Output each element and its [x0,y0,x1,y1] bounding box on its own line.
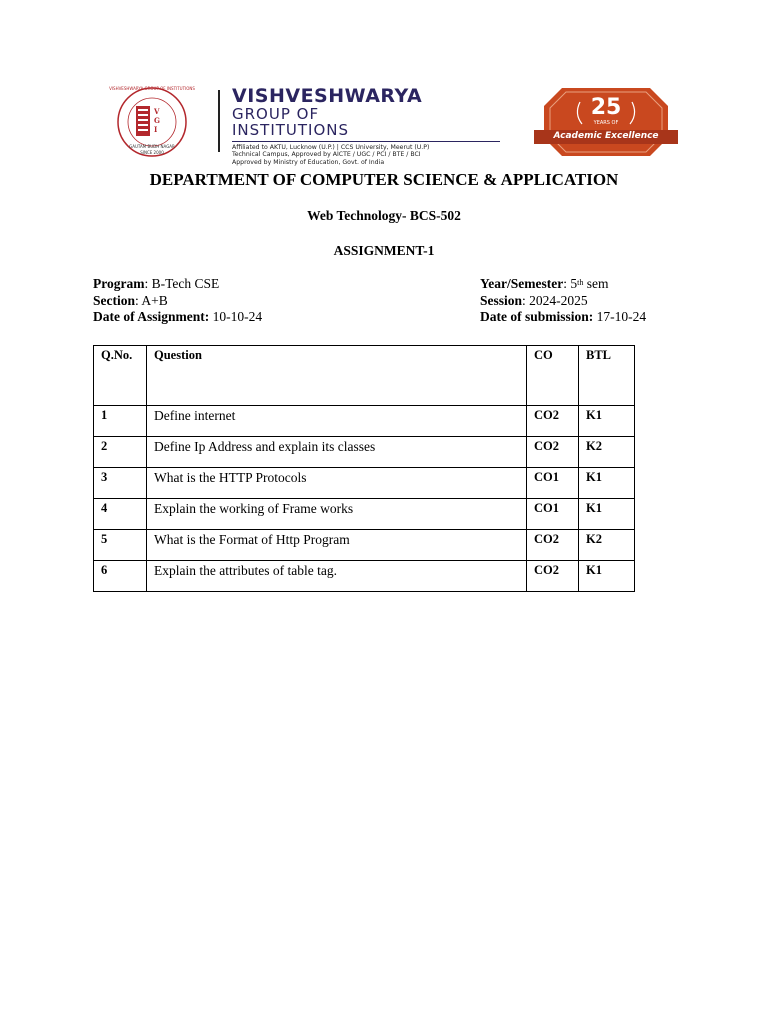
doa-value: 10-10-24 [209,309,263,324]
table-row [94,468,635,499]
row-btl: K1 [586,501,602,515]
section-line [93,293,262,310]
affiliation-line-3: Approved by Ministry of Education, Govt. of India [232,158,385,166]
meta-right [480,276,646,326]
meta-left [93,276,262,326]
dos-value: 17-10-24 [593,309,647,324]
program-line [93,276,262,293]
row-question: Define internet [154,408,236,423]
row-question: Explain the working of Frame works [154,501,354,516]
session-line [480,293,646,310]
institution-seal-logo [92,86,212,158]
row-qno: 3 [101,470,108,484]
row-co: CO2 [534,532,559,546]
table-header-row [94,346,635,406]
institution-name: VISHVESHWARYA [232,85,423,107]
row-question: What is the HTTP Protocols [154,470,307,485]
svg-text:V: V [154,107,160,116]
institution-brand [232,86,512,166]
table-row [94,437,635,468]
badge-text: Academic Excellence [553,131,659,141]
row-btl: K1 [586,563,602,577]
table-row [94,406,635,437]
affiliation-line-2: Technical Campus, Approved by AICTE / UGC / PCI / BTE / BCI [232,151,421,159]
svg-text:I: I [154,125,158,134]
year-value: : 5 [563,276,578,291]
dos-line [480,309,646,326]
program-label: Program [93,276,145,291]
row-question: What is the Format of Http Program [154,532,350,547]
row-qno: 6 [101,563,108,577]
row-qno: 5 [101,532,108,546]
assignment-title: ASSIGNMENT-1 [333,243,435,258]
row-btl: K2 [586,532,602,546]
badge-number: 25 [590,95,622,120]
row-question: Define Ip Address and explain its classes [154,439,376,454]
row-qno: 2 [101,439,108,453]
table-row [94,561,635,592]
table-row [94,499,635,530]
header-qno: Q.No. [94,346,147,406]
badge-years: YEARS OF [593,120,619,126]
row-qno: 1 [101,408,108,422]
subject-title: Web Technology- BCS-502 [307,208,461,223]
seal-bottom-text: GAUTAM BUDH NAGAR [129,144,175,149]
seal-since-text: SINCE 2000 [140,150,164,155]
header-co: CO [527,346,579,406]
row-co: CO2 [534,439,559,453]
row-question: Explain the attributes of table tag. [154,563,337,578]
department-title: DEPARTMENT OF COMPUTER SCIENCE & APPLICATION [149,170,619,189]
seal-ring-text: VISHVESHWARYA GROUP OF INSTITUTIONS [109,86,195,91]
row-co: CO2 [534,563,559,577]
affiliation-line-1: Affiliated to AKTU, Lucknow (U.P.) | CCS University, Meerut (U.P) [232,144,430,151]
row-btl: K2 [586,439,602,453]
row-qno: 4 [101,501,108,515]
doa-label: Date of Assignment: [93,309,210,324]
program-value: : B-Tech CSE [144,276,220,291]
doa-line [93,309,262,326]
questions-table [93,345,635,592]
year-post: sem [583,276,609,291]
row-btl: K1 [586,470,602,484]
session-label: Session [480,292,523,308]
row-co: CO2 [534,408,559,422]
row-btl: K1 [586,408,602,422]
table-row [94,530,635,561]
row-co: CO1 [534,470,559,484]
dos-label: Date of submission: [480,309,594,324]
institution-sub2: INSTITUTIONS [232,121,350,139]
year-label: Year/Semester [480,276,564,291]
year-line [480,276,646,293]
session-value: : 2024-2025 [522,292,588,308]
header-question: Question [147,346,527,406]
header-btl: BTL [579,346,635,406]
row-co: CO1 [534,501,559,515]
header-divider [218,90,220,152]
year-sup: th [577,278,584,287]
academic-excellence-badge [534,86,678,158]
brand-rule [232,141,500,142]
institution-sub: GROUP OF [232,105,320,123]
section-value: : A+B [135,292,168,308]
svg-text:G: G [154,116,160,125]
section-label: Section [93,292,135,308]
